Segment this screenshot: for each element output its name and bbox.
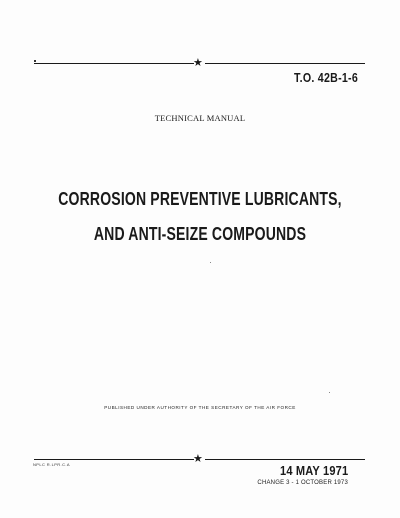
publication-date: 14 MAY 1971 — [279, 463, 348, 478]
corner-mark — [34, 60, 36, 62]
scan-speck — [329, 392, 330, 393]
change-notice: CHANGE 3 - 1 OCTOBER 1973 — [257, 480, 348, 486]
header-rule-left — [34, 63, 194, 64]
footer-star-icon: ★ — [193, 452, 203, 465]
manual-type-label: TECHNICAL MANUAL — [154, 113, 246, 123]
header-star-icon: ★ — [193, 56, 203, 69]
authority-statement: PUBLISHED UNDER AUTHORITY OF THE SECRETARY OF THE AIR FORCE — [104, 405, 296, 410]
footer-rule-left — [34, 459, 194, 460]
document-title-line-1: CORROSION PREVENTIVE LUBRICANTS, — [58, 189, 342, 209]
to-number: T.O. 42B-1-6 — [294, 70, 358, 85]
document-title-line-2: AND ANTI-SEIZE COMPOUNDS — [93, 224, 307, 244]
scan-speck — [210, 262, 211, 263]
footer-rule-right — [205, 459, 365, 460]
header-rule-right — [205, 63, 365, 64]
printer-mark: NPLC R.LPR.C.A — [33, 462, 70, 467]
